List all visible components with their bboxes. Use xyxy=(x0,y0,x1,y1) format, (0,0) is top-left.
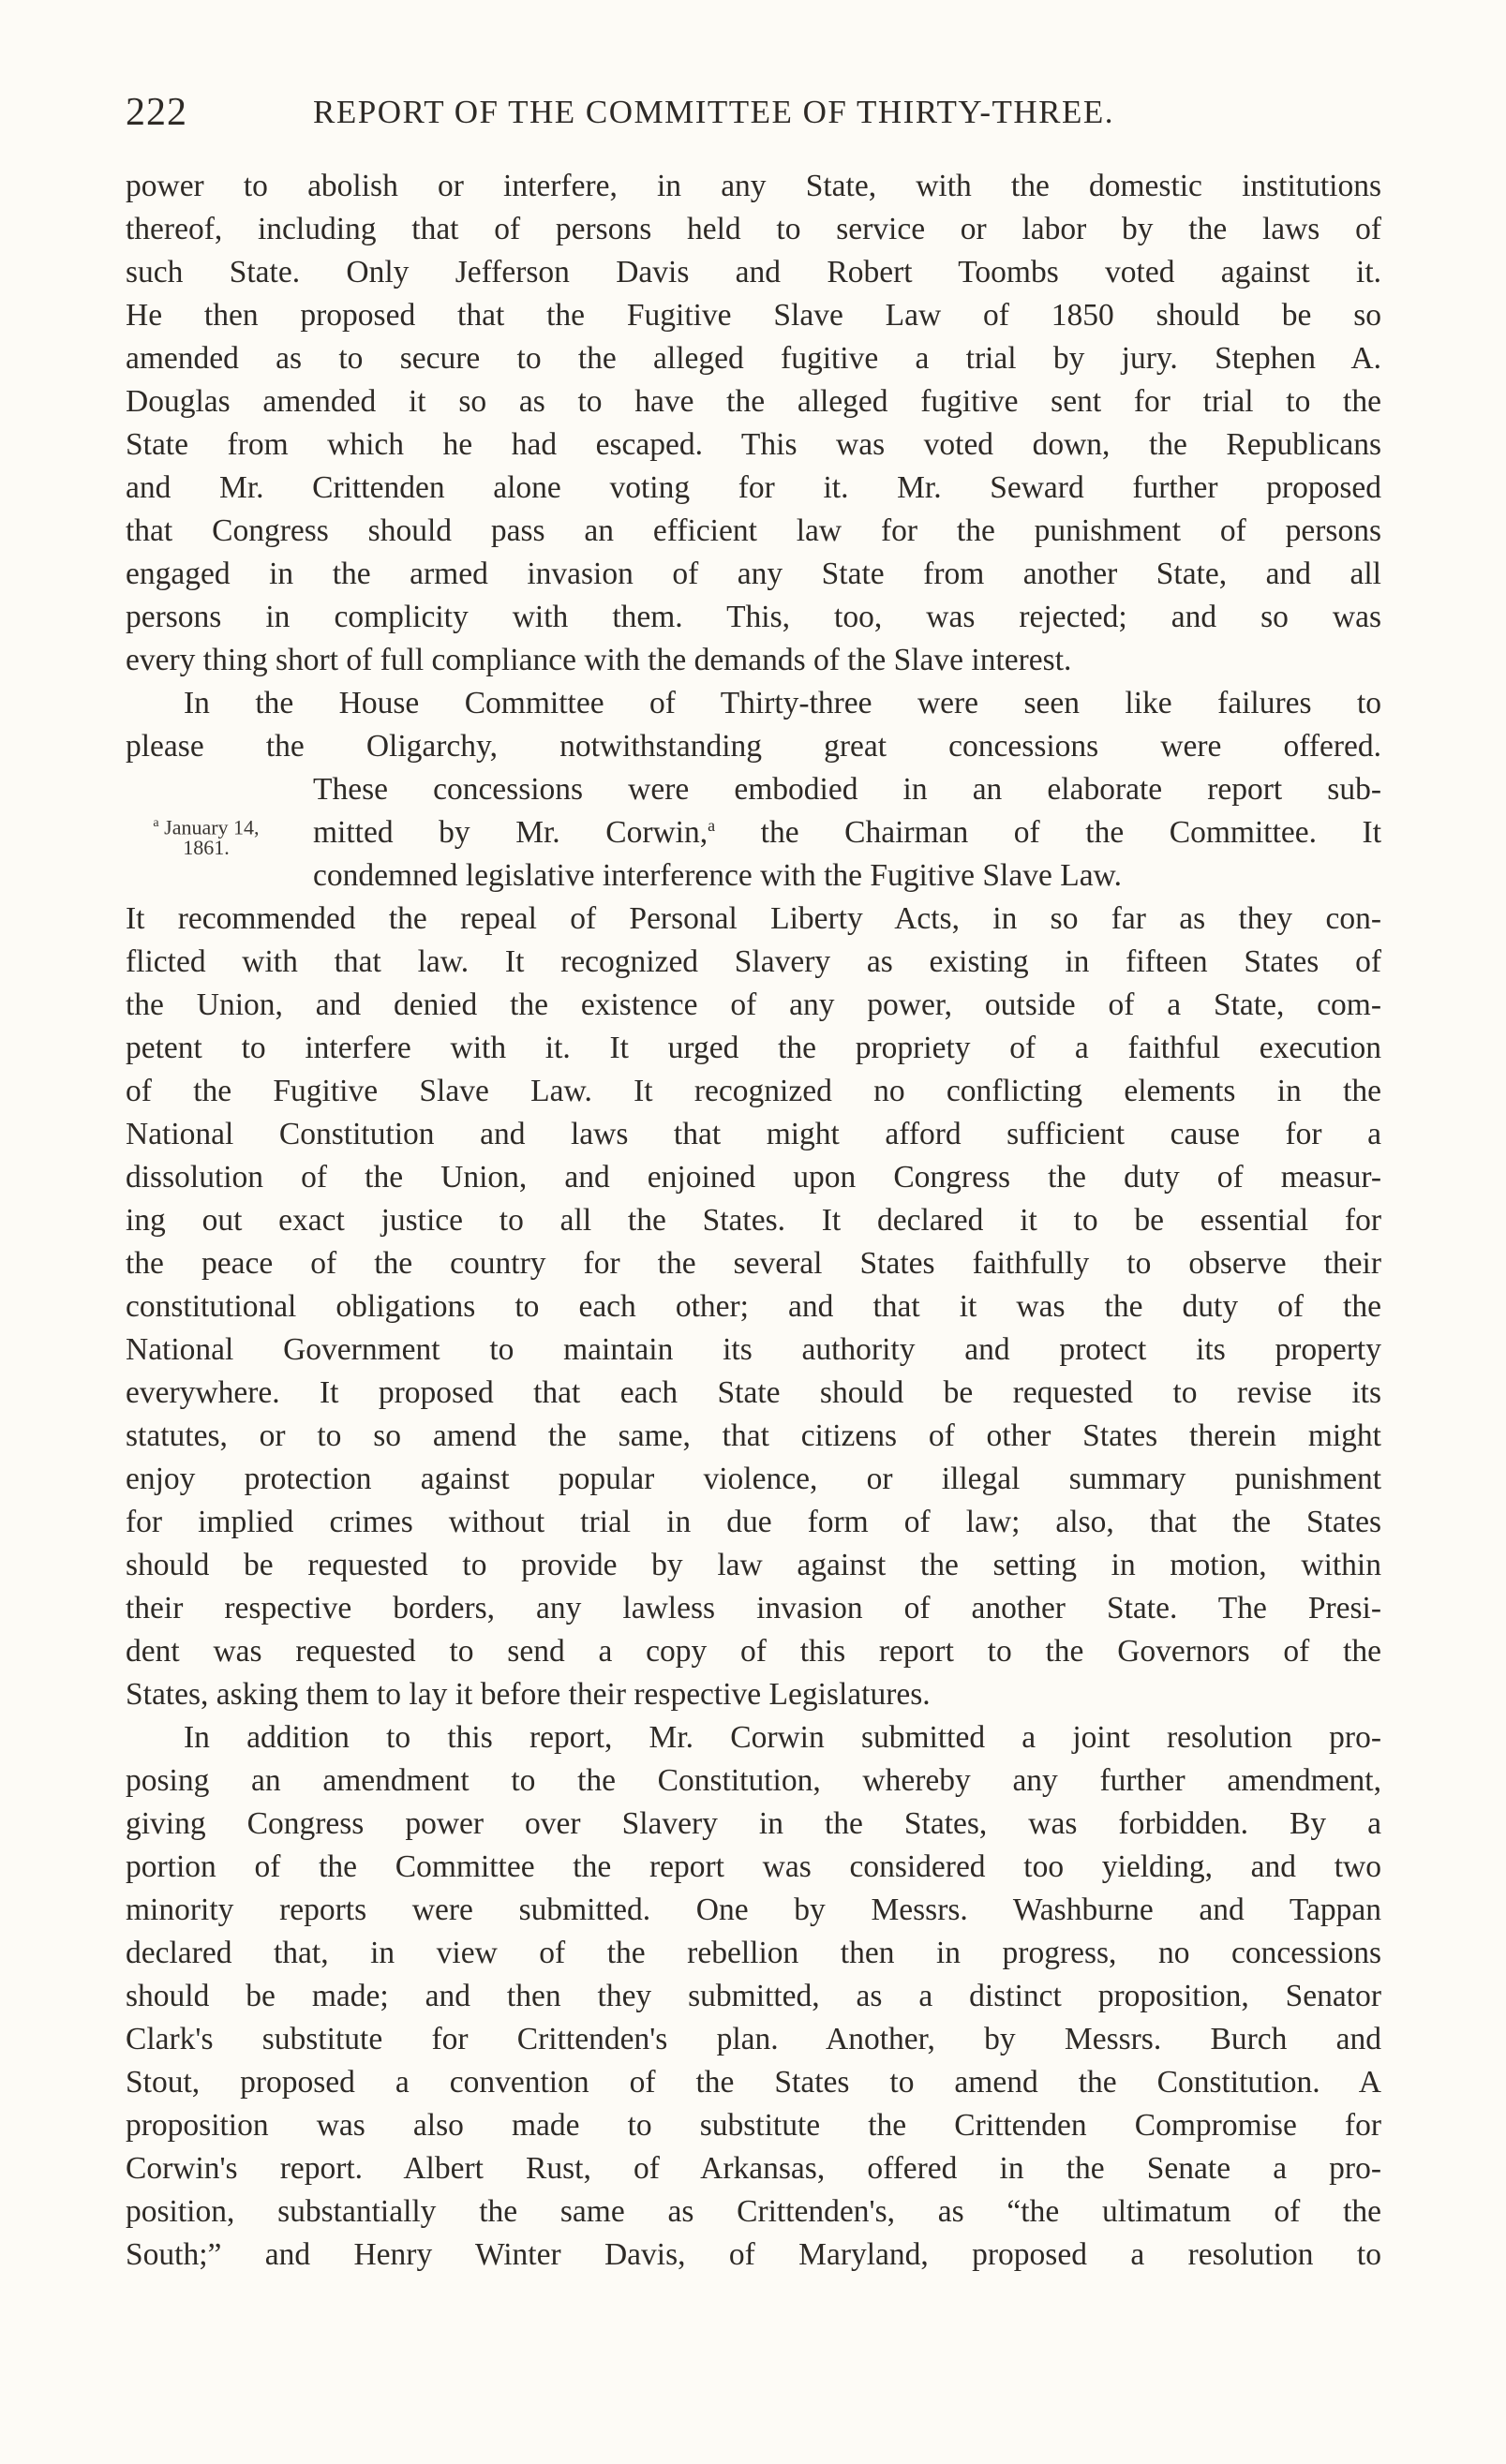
page-header xyxy=(126,90,1381,137)
text-line: for implied crimes without trial in due form of law; also, that the States xyxy=(126,1505,1381,1539)
margin-note-month: January 14, xyxy=(164,815,260,839)
margin-note-marker: a xyxy=(153,816,159,830)
text-line: the peace of the country for the several States faithfully to observe their xyxy=(126,1246,1381,1281)
text-line-with-footnote xyxy=(126,811,1381,854)
body-text xyxy=(126,165,1381,2320)
text-line: Corwin's report. Albert Rust, of Arkansas, offered in the Senate a pro- xyxy=(126,2151,1381,2186)
text-line: These concessions were embodied in an elaborate report sub- xyxy=(313,772,1381,807)
text-line: everywhere. It proposed that each State should be requested to revise its xyxy=(126,1375,1381,1410)
text-line: every thing short of full compliance with the demands of the Slave interest. xyxy=(126,643,1072,677)
text-line: It recommended the repeal of Personal Liberty Acts, in so far as they con- xyxy=(126,901,1381,936)
text-line: dissolution of the Union, and enjoined upon Congress the duty of measur- xyxy=(126,1160,1381,1195)
paragraph-start: In addition to this report, Mr. Corwin submitted a joint resolution pro- xyxy=(184,1720,1381,1755)
text-line xyxy=(126,2277,1381,2320)
text-line: minority reports were submitted. One by Messrs. Washburne and Tappan xyxy=(126,1893,1381,1927)
text-line: position, substantially the same as Crittenden's, as “the ultimatum of the xyxy=(126,2194,1381,2229)
text-line: He then proposed that the Fugitive Slave Law of 1850 should be so xyxy=(126,298,1381,333)
text-line: persons in complicity with them. This, too, was rejected; and so was xyxy=(126,600,1381,634)
text-line: proposition was also made to substitute the Crittenden Compromise for xyxy=(126,2108,1381,2143)
text-line: National Constitution and laws that might afford sufficient cause for a xyxy=(126,1117,1381,1151)
text-line: constitutional obligations to each other; and that it was the duty of the xyxy=(126,1289,1381,1324)
margin-note-year: 1861. xyxy=(183,836,230,860)
text-line: dent was requested to send a copy of this report to the Governors of the xyxy=(126,1634,1381,1669)
text-line: condemned legislative interference with the Fugitive Slave Law. xyxy=(313,858,1122,893)
text-line: Douglas amended it so as to have the alleged fugitive sent for trial to the xyxy=(126,384,1381,419)
text-line: flicted with that law. It recognized Slavery as existing in fifteen States of xyxy=(126,944,1381,979)
text-fragment: mitted by Mr. Corwin, xyxy=(313,815,708,850)
text-line: thereof, including that of persons held to service or labor by the laws of xyxy=(126,212,1381,246)
text-line: please the Oligarchy, notwithstanding great concessions were offered. xyxy=(126,729,1381,764)
footnote-marker: a xyxy=(708,815,716,835)
text-line: that Congress should pass an efficient law for the punishment of persons xyxy=(126,513,1381,548)
text-line: Stout, proposed a convention of the States to amend the Constitution. A xyxy=(126,2065,1381,2100)
text-line: State from which he had escaped. This was voted down, the Republicans xyxy=(126,427,1381,462)
text-fragment: the Chairman of the Committee. It xyxy=(760,815,1382,850)
text-line: should be requested to provide by law against the setting in motion, within xyxy=(126,1548,1381,1582)
text-line: giving Congress power over Slavery in the States, was forbidden. By a xyxy=(126,1806,1381,1841)
text-line: enjoy protection against popular violence, or illegal summary punishment xyxy=(126,1462,1381,1496)
text-line: petent to interfere with it. It urged the propriety of a faithful execution xyxy=(126,1031,1381,1065)
text-line: amended as to secure to the alleged fugitive a trial by jury. Stephen A. xyxy=(126,341,1381,376)
text-line: of the Fugitive Slave Law. It recognized no conflicting elements in the xyxy=(126,1074,1381,1108)
paragraph-start: In the House Committee of Thirty-three were seen like failures to xyxy=(184,686,1381,720)
text-line: ing out exact justice to all the States. It declared it to be essential for xyxy=(126,1203,1381,1238)
text-line: the Union, and denied the existence of any power, outside of a State, com- xyxy=(126,987,1381,1022)
text-line: statutes, or to so amend the same, that citizens of other States therein might xyxy=(126,1418,1381,1453)
text-line: engaged in the armed invasion of any State from another State, and all xyxy=(126,557,1381,591)
page-number: 222 xyxy=(126,91,187,134)
text-line: South;” and Henry Winter Davis, of Maryland, proposed a resolution to xyxy=(126,2237,1381,2272)
text-line: portion of the Committee the report was considered too yielding, and two xyxy=(126,1849,1381,1884)
text-line: States, asking them to lay it before their respective Legislatures. xyxy=(126,1677,931,1712)
text-line: National Government to maintain its authority and protect its property xyxy=(126,1332,1381,1367)
text-line: should be made; and then they submitted, as a distinct proposition, Senator xyxy=(126,1979,1381,2013)
text-line: such State. Only Jefferson Davis and Robert Toombs voted against it. xyxy=(126,255,1381,289)
text-line: declared that, in view of the rebellion then in progress, no concessions xyxy=(126,1936,1381,1970)
text-line: power to abolish or interfere, in any State, with the domestic institutions xyxy=(126,169,1381,203)
text-line: their respective borders, any lawless invasion of another State. The Presi- xyxy=(126,1591,1381,1625)
text-line: and Mr. Crittenden alone voting for it. Mr. Seward further proposed xyxy=(126,470,1381,505)
running-title: REPORT OF THE COMMITTEE OF THIRTY-THREE. xyxy=(313,94,1114,130)
text-line: posing an amendment to the Constitution, whereby any further amendment, xyxy=(126,1763,1381,1798)
text-line: Clark's substitute for Crittenden's plan. Another, by Messrs. Burch and xyxy=(126,2022,1381,2056)
